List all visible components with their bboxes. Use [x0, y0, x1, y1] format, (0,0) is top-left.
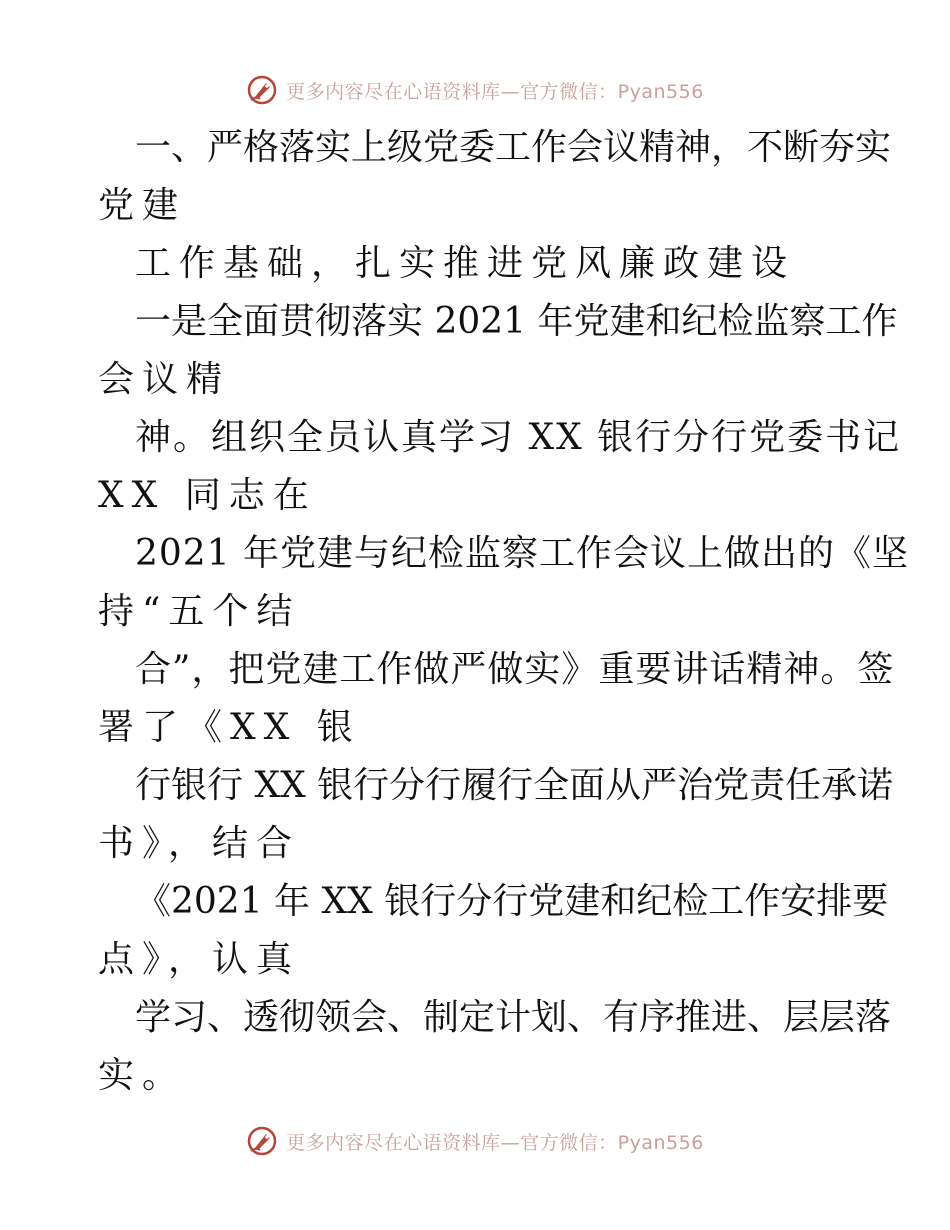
body-line: 学习、透彻领会、制定计划、有序推进、层层落: [135, 997, 892, 1038]
body-line: 行银行 XX 银行分行履行全面从严治党责任承诺: [135, 765, 894, 806]
body-line: 党建: [98, 185, 187, 226]
body-line: 实。: [98, 1055, 187, 1096]
pen-nib-circle-icon: [246, 1125, 278, 1157]
body-line: 合”，把党建工作做严做实》重要讲话精神。签: [135, 649, 895, 690]
body-line: 署了《XX 银: [98, 707, 361, 748]
body-line: 2021 年党建与纪检监察工作会议上做出的《坚: [135, 533, 910, 574]
watermark-text: 更多内容尽在心语资料库—官方微信：Pyan556: [286, 80, 704, 103]
body-line: 工作基础，扎实推进党风廉政建设: [135, 243, 796, 284]
watermark-text: 更多内容尽在心语资料库—官方微信：Pyan556: [286, 1131, 704, 1154]
body-line: 会议精: [98, 359, 231, 400]
body-line: 神。组织全员认真学习 XX 银行分行党委书记: [135, 417, 902, 458]
body-line: 点》，认真: [98, 939, 301, 980]
body-line: 书》，结合: [98, 823, 301, 864]
body-line: XX 同志在: [98, 475, 317, 516]
body-line: 一、严格落实上级党委工作会议精神，不断夯实: [135, 127, 892, 168]
body-line: 持“五个结: [98, 591, 301, 632]
watermark-banner-bottom: [0, 1121, 950, 1161]
body-line: 《2021 年 XX 银行分行党建和纪检工作安排要: [135, 881, 889, 922]
body-line: 一是全面贯彻落实 2021 年党建和纪检监察工作: [135, 301, 898, 342]
